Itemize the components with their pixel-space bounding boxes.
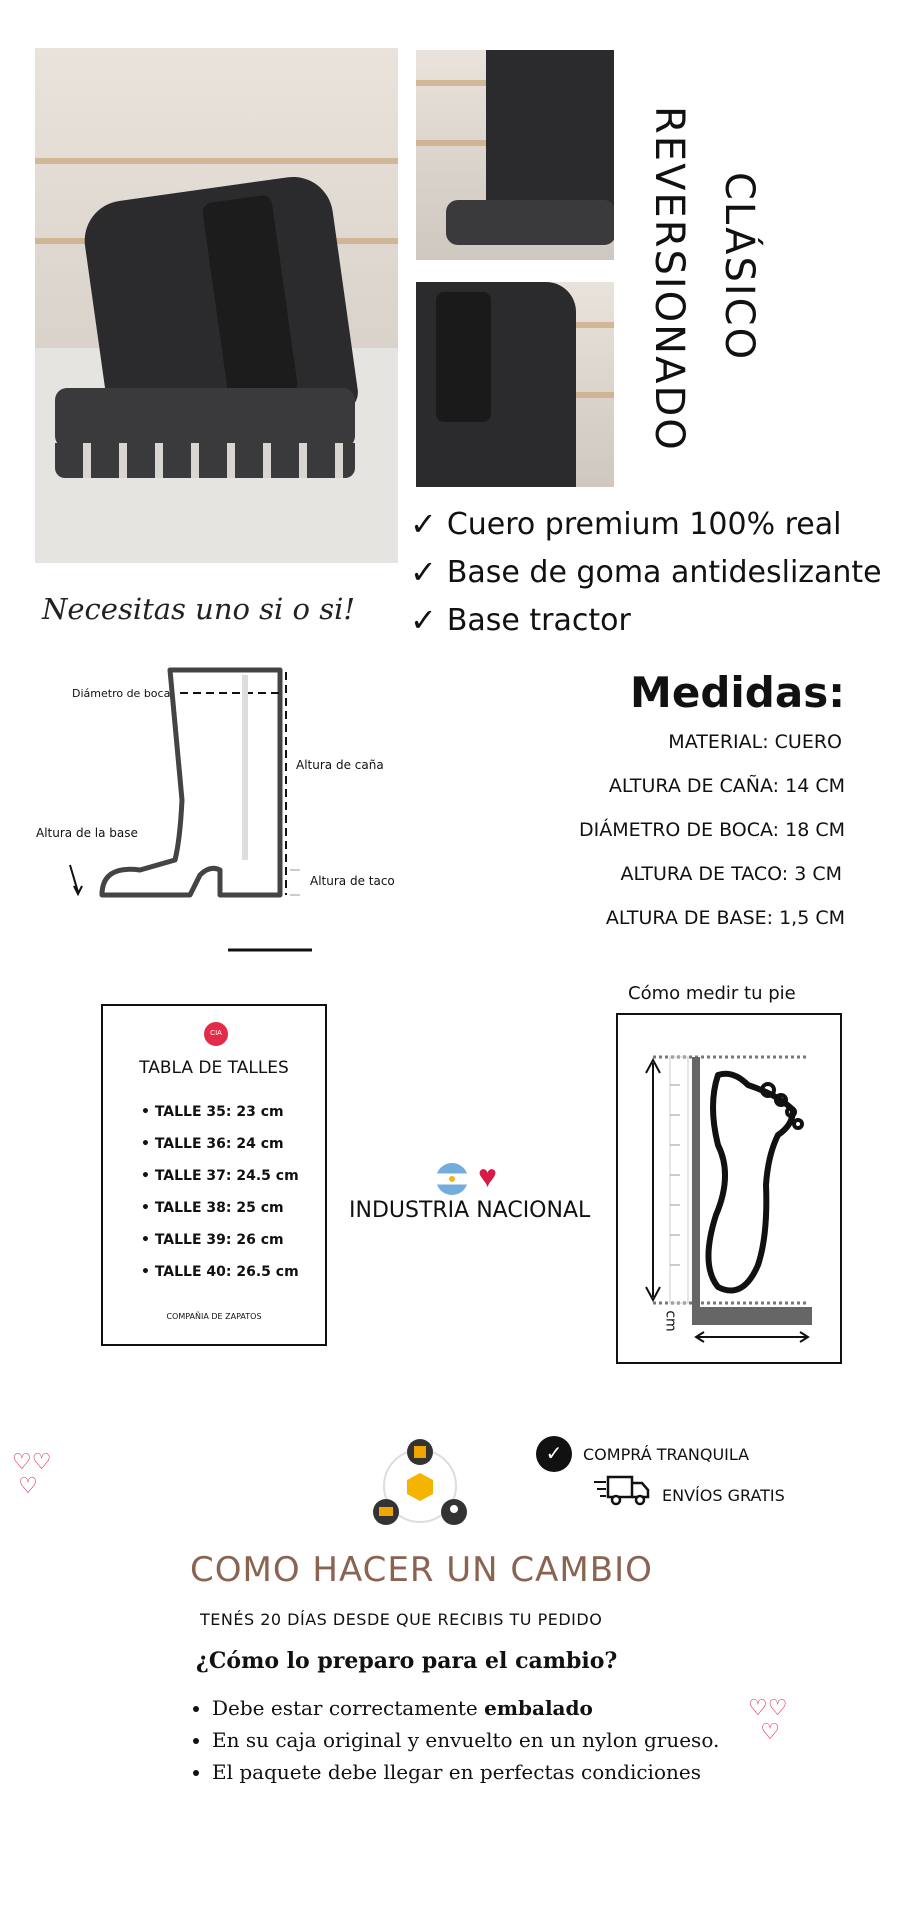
feature-item <box>410 500 900 548</box>
argentina-flag-icon <box>436 1163 468 1195</box>
size-row: • TALLE 40: 26.5 cm <box>141 1264 299 1280</box>
measure-item: MATERIAL: CUERO <box>668 731 842 753</box>
size-row: • TALLE 35: 23 cm <box>141 1104 284 1120</box>
check-icon: ✓ <box>410 601 437 639</box>
decorative-hearts-icon: ♡♡ ♡ <box>12 1449 52 1498</box>
industria-nacional-label: INDUSTRIA NACIONAL <box>349 1198 591 1223</box>
foot-measure-box <box>616 1013 842 1364</box>
features-list <box>410 500 900 644</box>
measure-item: ALTURA DE BASE: 1,5 CM <box>605 907 845 929</box>
boot-detail-photo-bottom <box>416 282 614 487</box>
secure-purchase-label: COMPRÁ TRANQUILA <box>583 1445 750 1464</box>
main-boot-photo <box>35 48 398 563</box>
feature-label: Cuero premium 100% real <box>446 506 842 542</box>
size-row: • TALLE 37: 24.5 cm <box>141 1168 299 1184</box>
delivery-truck-icon <box>594 1474 650 1506</box>
exchange-step: • El paquete debe llegar en perfectas condiciones <box>212 1756 772 1788</box>
mouth-diameter-label: Diámetro de boca <box>72 687 171 700</box>
logistics-icon <box>370 1436 470 1536</box>
feature-label: Base de goma antideslizante <box>446 554 882 590</box>
measures-title: Medidas: <box>630 668 845 717</box>
exchange-step: • Debe estar correctamente embalado <box>212 1692 772 1724</box>
hero-title-reversionado: REVERSIONADO <box>646 106 692 452</box>
measure-item: ALTURA DE TACO: 3 CM <box>620 863 842 885</box>
foot-measure-title: Cómo medir tu pie <box>628 983 796 1004</box>
check-icon: ✓ <box>410 553 437 591</box>
size-row: • TALLE 39: 26 cm <box>141 1232 284 1248</box>
shaft-height-label: Altura de caña <box>296 758 384 772</box>
hero-title-clasico: CLÁSICO <box>716 172 762 362</box>
unit-label: cm <box>662 1310 679 1332</box>
size-row: • TALLE 38: 25 cm <box>141 1200 284 1216</box>
feature-label: Base tractor <box>446 602 631 638</box>
size-table-footer: COMPAÑIA DE ZAPATOS <box>166 1312 262 1321</box>
feature-item <box>410 548 900 596</box>
verified-badge-icon: ✓ <box>536 1436 572 1472</box>
heart-icon: ♥ <box>478 1158 497 1194</box>
exchange-steps <box>172 1692 772 1788</box>
boot-measure-diagram <box>30 660 410 960</box>
slogan: Necesitas uno si o si! <box>42 592 356 626</box>
measure-item: ALTURA DE CAÑA: 14 CM <box>608 775 845 797</box>
exchange-title: COMO HACER UN CAMBIO <box>190 1550 653 1590</box>
size-row: • TALLE 36: 24 cm <box>141 1136 284 1152</box>
base-height-label: Altura de la base <box>36 826 138 840</box>
decorative-hearts-icon: ♡♡ ♡ <box>748 1695 788 1744</box>
check-icon: ✓ <box>410 505 437 543</box>
boot-detail-photo-top <box>416 50 614 260</box>
exchange-subtitle: TENÉS 20 DÍAS DESDE QUE RECIBIS TU PEDIDO <box>200 1610 603 1629</box>
size-table-title: TABLA DE TALLES <box>139 1058 289 1078</box>
feature-item <box>410 596 900 644</box>
exchange-question: ¿Cómo lo preparo para el cambio? <box>196 1648 618 1674</box>
measure-item: DIÁMETRO DE BOCA: 18 CM <box>578 819 845 841</box>
brand-logo: CIA <box>204 1022 228 1046</box>
size-table <box>101 1004 327 1346</box>
free-shipping-label: ENVÍOS GRATIS <box>662 1486 785 1505</box>
heel-height-label: Altura de taco <box>310 874 395 888</box>
exchange-step: • En su caja original y envuelto en un nylon grueso. <box>212 1724 772 1756</box>
